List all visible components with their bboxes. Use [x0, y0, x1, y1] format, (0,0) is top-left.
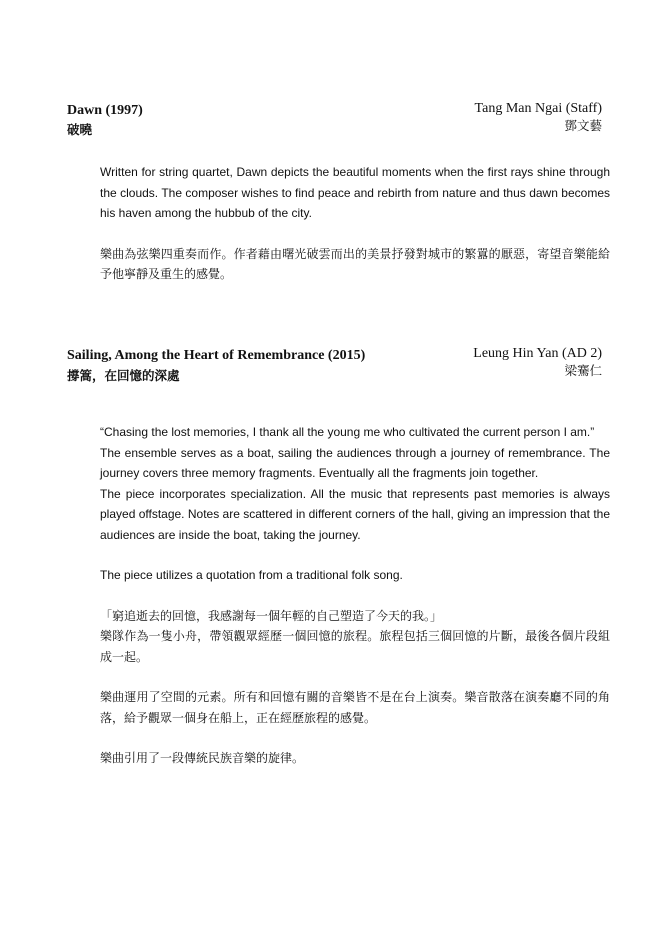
description-en-3: The piece utilizes a quotation from a traditional folk song.	[100, 568, 403, 582]
quote-en: “Chasing the lost memories, I thank all the young me who cultivated the current person I am.”	[100, 425, 595, 439]
piece-title-en: Sailing, Among the Heart of Remembrance (2015)	[67, 348, 366, 363]
description-zh-2: 樂曲運用了空間的元素。所有和回憶有關的音樂皆不是在台上演奏。樂音散落在演奏廳不同的角落，給予觀眾一個身在船上，正在經歷旅程的感覺。	[100, 690, 610, 725]
piece-2-header	[67, 345, 612, 385]
description-zh-3: 樂曲引用了一段傳統民族音樂的旋律。	[100, 751, 305, 765]
piece-1-description	[100, 162, 610, 285]
description-en-1: The ensemble serves as a boat, sailing the audiences through a journey of remembrance. The journey covers three memory fragments. Eventually all the fragments join together.	[100, 445, 610, 480]
description-en: Written for string quartet, Dawn depicts the beautiful moments when the first rays shine through the clouds. The composer wishes to find peace and rebirth from nature and thus dawn becomes his haven among the hubbub of the city.	[100, 165, 610, 220]
quote-zh: 「窮追逝去的回憶，我感謝每一個年輕的自己塑造了今天的我。」	[100, 608, 443, 623]
composer-name-en: Tang Man Ngai (Staff)	[474, 101, 602, 116]
piece-title-zh: 破曉	[67, 122, 93, 137]
piece-title-zh: 撐篙，在回憶的深處	[67, 368, 180, 383]
piece-1-header	[67, 100, 612, 140]
composer-name-en: Leung Hin Yan (AD 2)	[473, 346, 602, 361]
description-zh-1: 樂隊作為一隻小舟，帶領觀眾經歷一個回憶的旅程。旅程包括三個回憶的片斷，最後各個片段組成一起。	[100, 629, 610, 664]
piece-2-description	[100, 422, 610, 769]
composer-name-zh: 梁騫仁	[564, 363, 602, 378]
description-en-2: The piece incorporates specialization. All the music that represents past memories is always played offstage. Notes are scattered in different corners of the hall, giving an impression that the audiences are inside the boat, taking the journey.	[100, 486, 610, 542]
piece-title-en: Dawn (1997)	[67, 103, 143, 118]
description-zh: 樂曲為弦樂四重奏而作。作者藉由曙光破雲而出的美景抒發對城市的繁囂的厭惡，寄望音樂能給予他寧靜及重生的感覺。	[100, 246, 610, 281]
composer-name-zh: 鄧文藝	[564, 118, 602, 133]
